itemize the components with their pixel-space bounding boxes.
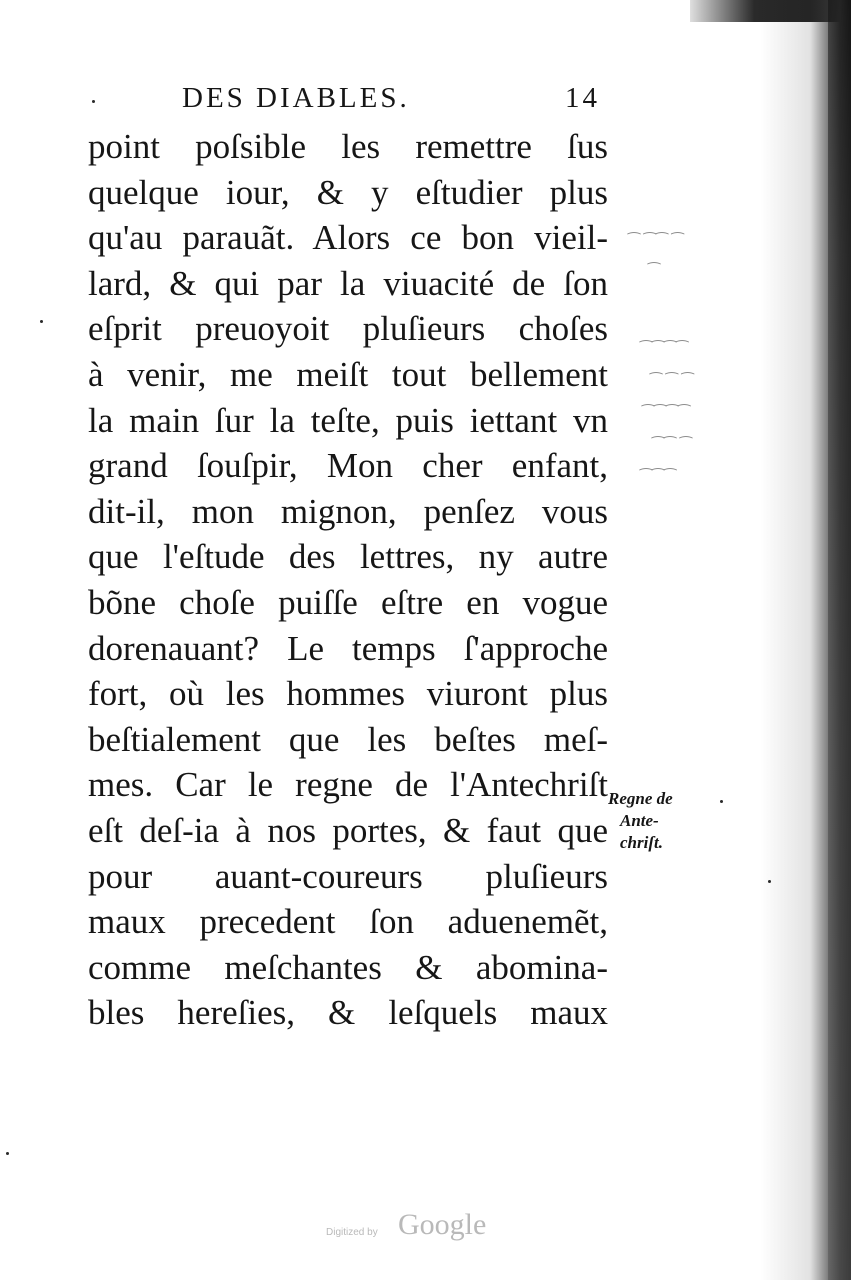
text-line: à venir, me meiſt tout bellement [88, 354, 608, 394]
bleed-through-mark: ⁀⁀⁀ [640, 470, 677, 486]
google-brand-label: Google [398, 1208, 487, 1241]
marginal-note-line: Regne de [608, 789, 673, 808]
bleed-through-mark: ⁀ [648, 264, 661, 280]
bleed-through-mark: ⁀⁀⁀⁀ [640, 342, 689, 358]
text-line: beſtialement que les beſtes meſ- [88, 719, 608, 759]
text-line: maux precedent ſon aduenemẽt, [88, 902, 608, 942]
paper-speck [720, 800, 723, 803]
bleed-through-mark: ⁀ ⁀ ⁀ [650, 374, 694, 390]
page-number: 14 [565, 82, 600, 114]
text-line: fort, où les hommes viuront plus [88, 674, 608, 714]
text-line: la main ſur la teſte, puis iettant vn [88, 400, 608, 440]
text-line: comme meſchantes & abomina- [88, 947, 608, 987]
text-line: quelque iour, & y eſtudier plus [88, 172, 608, 212]
text-line: qu'au parauãt. Alors ce bon vieil- [88, 218, 608, 258]
digitized-watermark [326, 1208, 526, 1248]
text-line: lard, & qui par la viuacité de ſon [88, 263, 608, 303]
marginal-note-line: Ante- [620, 811, 659, 830]
scan-edge-dark-border [828, 0, 851, 1280]
body-text [88, 124, 608, 1036]
text-line: dorenauant? Le temps ſ'approche [88, 628, 608, 668]
text-line: bõne choſe puiſſe eſtre en vogue [88, 582, 608, 622]
text-line: eſt deſ-ia à nos portes, & faut que [88, 810, 608, 850]
running-head-title: DES DIABLES. [182, 82, 410, 114]
text-line: dit-il, mon mignon, penſez vous [88, 491, 608, 531]
text-line: point poſsible les remettre ſus [88, 127, 608, 166]
bleed-through-mark: ⁀⁀ ⁀ [652, 438, 692, 454]
bleed-through-mark: ⁀ ⁀⁀ ⁀ [628, 234, 684, 250]
paper-speck [768, 880, 771, 883]
paper-speck [40, 320, 43, 323]
paper-speck [6, 1152, 9, 1155]
marginal-note [608, 788, 718, 854]
digitized-by-label: Digitized by [326, 1227, 378, 1238]
bleed-through-mark: ⁀⁀⁀⁀ [642, 406, 691, 422]
marginal-note-line: chriſt. [620, 833, 663, 852]
text-line: bles hereſies, & leſquels maux [88, 993, 608, 1033]
text-line: eſprit preuoyoit pluſieurs choſes [88, 309, 608, 349]
text-line: pour auant-coureurs pluſieurs [88, 856, 608, 896]
running-head [182, 82, 612, 118]
text-line: grand ſouſpir, Mon cher enfant, [88, 446, 608, 486]
paper-speck [92, 100, 95, 103]
text-line: mes. Car le regne de l'Antechriſt [88, 765, 608, 805]
text-line: que l'eſtude des lettres, ny autre [88, 537, 608, 577]
